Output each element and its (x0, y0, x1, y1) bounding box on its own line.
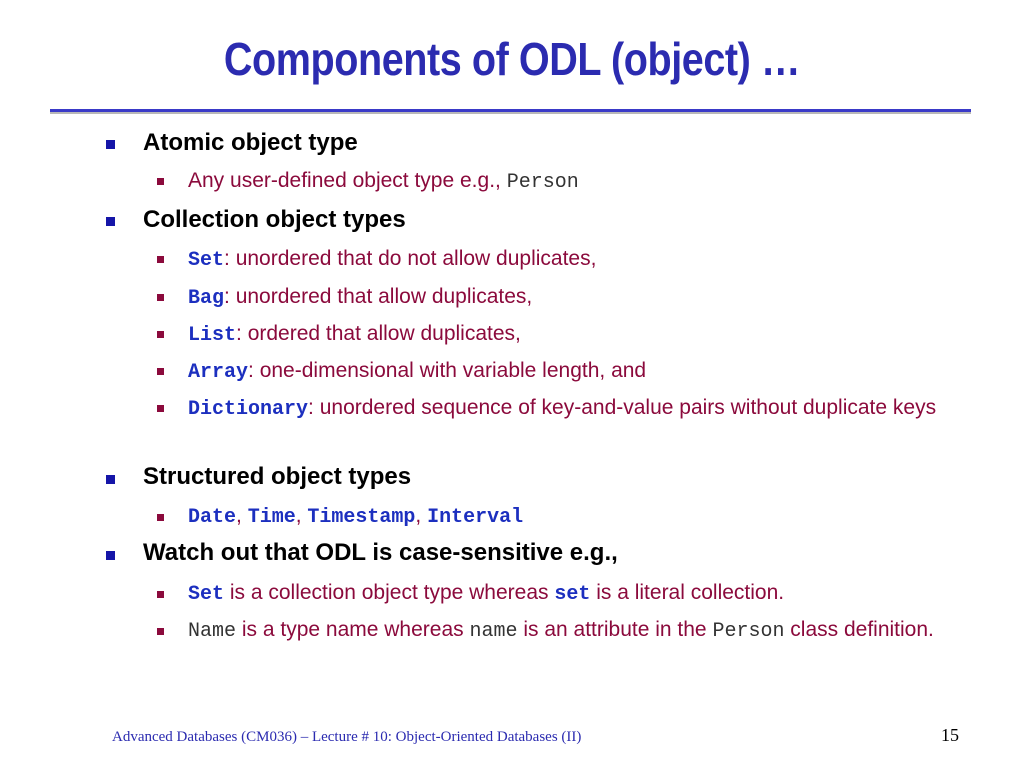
sub-item-text: unordered that allow duplicates, (229, 285, 533, 308)
slide-footer: Advanced Databases (CM036) – Lecture # 10: Object-Oriented Databases (II) (112, 729, 582, 745)
colon: : (236, 322, 242, 345)
keyword-array: Array (188, 361, 249, 384)
sub-bullet-icon (157, 514, 164, 521)
bullet-icon (106, 217, 115, 226)
sub-item-list (188, 318, 958, 351)
sub-item-text: class definition. (784, 618, 934, 641)
sub-bullet-icon (157, 331, 164, 338)
keyword-dictionary: Dictionary (188, 398, 309, 421)
keyword-set: Set (188, 249, 225, 272)
sub-item-text: Any user-defined object type e.g., (188, 169, 507, 192)
sub-item-dictionary (188, 392, 958, 425)
sub-item-user-defined (188, 165, 958, 198)
colon: : (224, 247, 230, 270)
sub-item-text: is a literal collection. (590, 581, 785, 604)
sub-item-set-vs-set (188, 577, 958, 610)
code-person: Person (506, 171, 579, 194)
sub-item-text: unordered that do not allow duplicates, (229, 247, 597, 270)
separator: , (415, 504, 428, 527)
sub-item-set (188, 243, 958, 276)
sub-item-text: one-dimensional with variable length, and (253, 359, 647, 382)
sub-item-array (188, 355, 958, 388)
sub-bullet-icon (157, 591, 164, 598)
colon: : (308, 396, 314, 419)
keyword-timestamp: Timestamp (307, 506, 416, 529)
keyword-bag: Bag (188, 287, 225, 310)
slide-title: Components of ODL (object) … (223, 33, 801, 85)
sub-item-text: unordered sequence of key-and-value pairs without duplicate keys (313, 396, 937, 419)
bullet-structured-object-types: Structured object types (143, 463, 412, 490)
keyword-set-lowercase: set (554, 583, 591, 606)
code-name-lowercase: name (469, 620, 518, 643)
sub-bullet-icon (157, 368, 164, 375)
sub-bullet-icon (157, 256, 164, 263)
separator: , (236, 504, 248, 527)
code-person: Person (712, 620, 785, 643)
keyword-time: Time (247, 506, 296, 529)
sub-item-bag (188, 281, 958, 314)
sub-bullet-icon (157, 178, 164, 185)
bullet-icon (106, 475, 115, 484)
sub-item-structured-types (188, 500, 958, 533)
bullet-icon (106, 551, 115, 560)
bullet-atomic-object-type: Atomic object type (143, 129, 358, 156)
bullet-case-sensitive: Watch out that ODL is case-sensitive e.g., (143, 539, 618, 566)
keyword-list: List (188, 324, 237, 347)
bullet-icon (106, 140, 115, 149)
sub-bullet-icon (157, 294, 164, 301)
sub-item-name-vs-name (188, 614, 958, 647)
sub-bullet-icon (157, 405, 164, 412)
keyword-set: Set (188, 583, 225, 606)
sub-item-text: ordered that allow duplicates, (241, 322, 521, 345)
colon: : (224, 285, 230, 308)
sub-item-text: is an attribute in the (517, 618, 713, 641)
bullet-collection-object-types: Collection object types (143, 206, 406, 233)
keyword-date: Date (188, 506, 237, 529)
page-number: 15 (941, 725, 959, 745)
code-name: Name (188, 620, 237, 643)
keyword-interval: Interval (427, 506, 524, 529)
sub-bullet-icon (157, 628, 164, 635)
colon: : (248, 359, 254, 382)
sub-item-text: is a type name whereas (236, 618, 470, 641)
separator: , (295, 504, 308, 527)
sub-item-text: is a collection object type whereas (224, 581, 555, 604)
